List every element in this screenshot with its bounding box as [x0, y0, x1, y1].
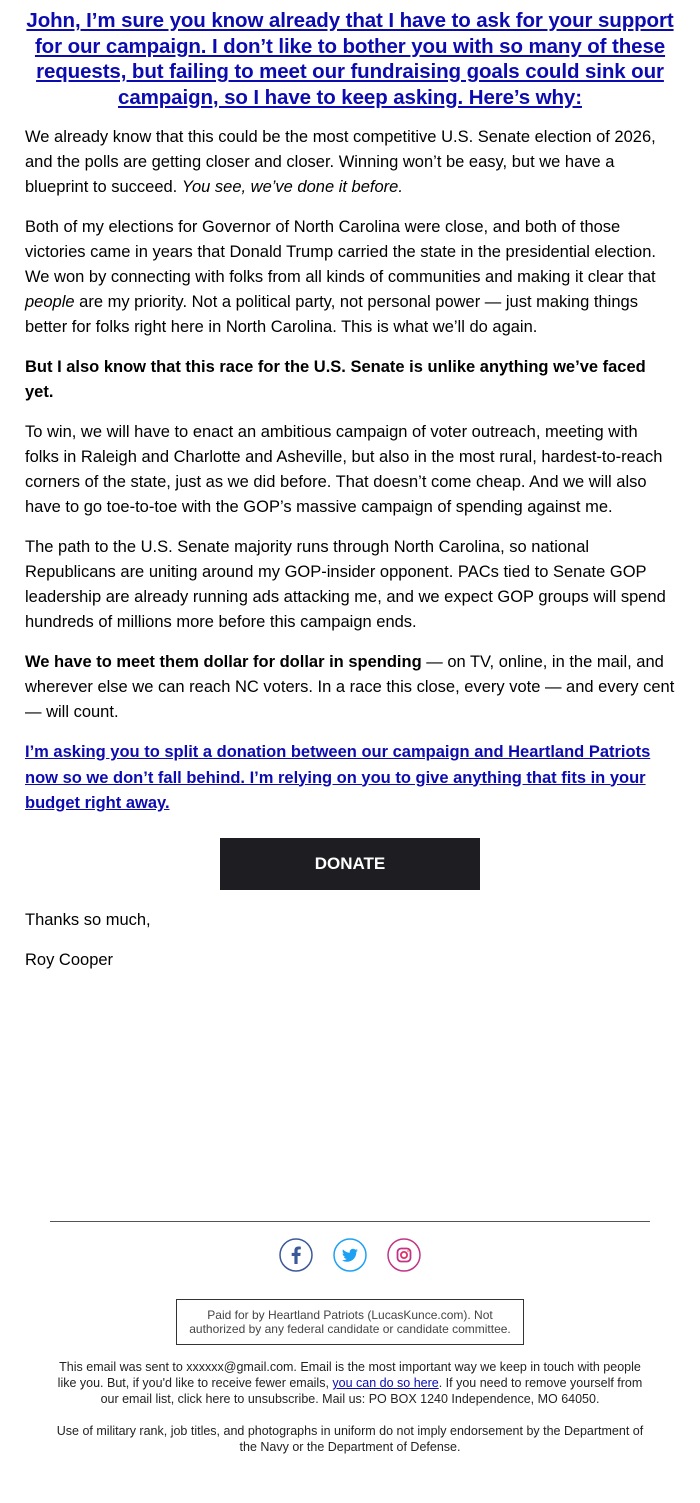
email-body — [0, 8, 700, 1454]
footer-notice-text-b: . If you need to remove yourself from our email list, click here to unsubscribe. Mail us: PO BOX 1240 Independence, MO 64050. — [100, 1376, 643, 1406]
paragraph-6-text: — on TV, online, in the mail, and wherever else we can reach NC voters. In a race this close, every vote — and every cent — will count. — [25, 653, 675, 721]
paragraph-3-bold: But I also know that this race for the U.S. Senate is unlike anything we’ve faced yet. — [25, 358, 646, 401]
footer — [0, 1221, 700, 1455]
instagram-icon — [387, 1238, 421, 1272]
fewer-emails-link[interactable]: you can do so here — [332, 1376, 439, 1390]
paragraph-1-text: We already know that this could be the most competitive U.S. Senate election of 2026, and the polls are getting closer and closer. Winning won’t be easy, but we have a blueprint to succeed. — [25, 128, 656, 196]
twitter-icon — [333, 1238, 367, 1272]
footer-notice — [50, 1359, 650, 1407]
signature: Roy Cooper — [25, 950, 114, 969]
paragraph-2-italic: people — [25, 293, 75, 311]
paid-for-disclaimer: Paid for by Heartland Patriots (LucasKunce.com). Not authorized by any federal candidate or candidate committee. — [176, 1299, 524, 1345]
paragraph-2-text-c: are my priority. Not a political party, not personal power — just making things better for folks right here in North Carolina. This is what we’ll do again. — [25, 293, 638, 336]
twitter-link[interactable] — [333, 1238, 367, 1272]
paragraph-4: To win, we will have to enact an ambitious campaign of voter outreach, meeting with folks in Raleigh and Charlotte and Asheville, but also in the most rural, hardest-to-reach corners of the state, just as we did before. That doesn’t come cheap. And we will also have to go toe-to-toe with the GOP’s massive campaign of spending against me. — [25, 423, 663, 516]
paragraph-1-italic: You see, we’ve done it before. — [181, 178, 403, 196]
donate-button[interactable]: DONATE — [220, 838, 480, 890]
facebook-link[interactable] — [279, 1238, 313, 1272]
footer-notice-text-a: This email was sent to xxxxxx@gmail.com. Email is the most important way we keep in touch with people like you. But, if you'd like to receive fewer emails, — [57, 1360, 641, 1390]
paragraph-2-text-a: Both of my elections for Governor of North Carolina were close, and both of those victories came in years that Donald Trump carried the state in the presidential election. We won by connecting with folks from all kinds of communities and making it clear that — [25, 218, 656, 286]
paragraph-1 — [25, 125, 675, 200]
instagram-link[interactable] — [387, 1238, 421, 1272]
body-copy — [0, 125, 700, 973]
headline-link[interactable]: John, I’m sure you know already that I have to ask for your support for our campaign. I don’t like to bother you with so many of these requests, but failing to meet our fundraising goals could sink our campaign, so I have to keep asking. Here’s why: — [26, 9, 674, 109]
military-disclaimer: Use of military rank, job titles, and photographs in uniform do not imply endorsement by the Department of the Navy or the Department of Defense. — [56, 1424, 644, 1454]
social-links — [0, 1238, 700, 1276]
donation-ask-link[interactable]: I’m asking you to split a donation between our campaign and Heartland Patriots now so we don’t fall behind. I’m relying on you to give anything that fits in your budget right away. — [25, 743, 651, 812]
donate-wrap — [25, 838, 675, 890]
footer-divider — [50, 1221, 650, 1222]
paragraph-6-bold: We have to meet them dollar for dollar in spending — [25, 653, 422, 671]
facebook-icon — [279, 1238, 313, 1272]
paragraph-2 — [25, 215, 675, 340]
paragraph-5: The path to the U.S. Senate majority runs through North Carolina, so national Republicans are uniting around my GOP-insider opponent. PACs tied to Senate GOP leadership are already running ads attacking me, and we expect GOP groups will spend hundreds of millions more before this campaign ends. — [25, 538, 666, 631]
closing: Thanks so much, — [25, 910, 151, 929]
paragraph-6 — [25, 650, 675, 725]
